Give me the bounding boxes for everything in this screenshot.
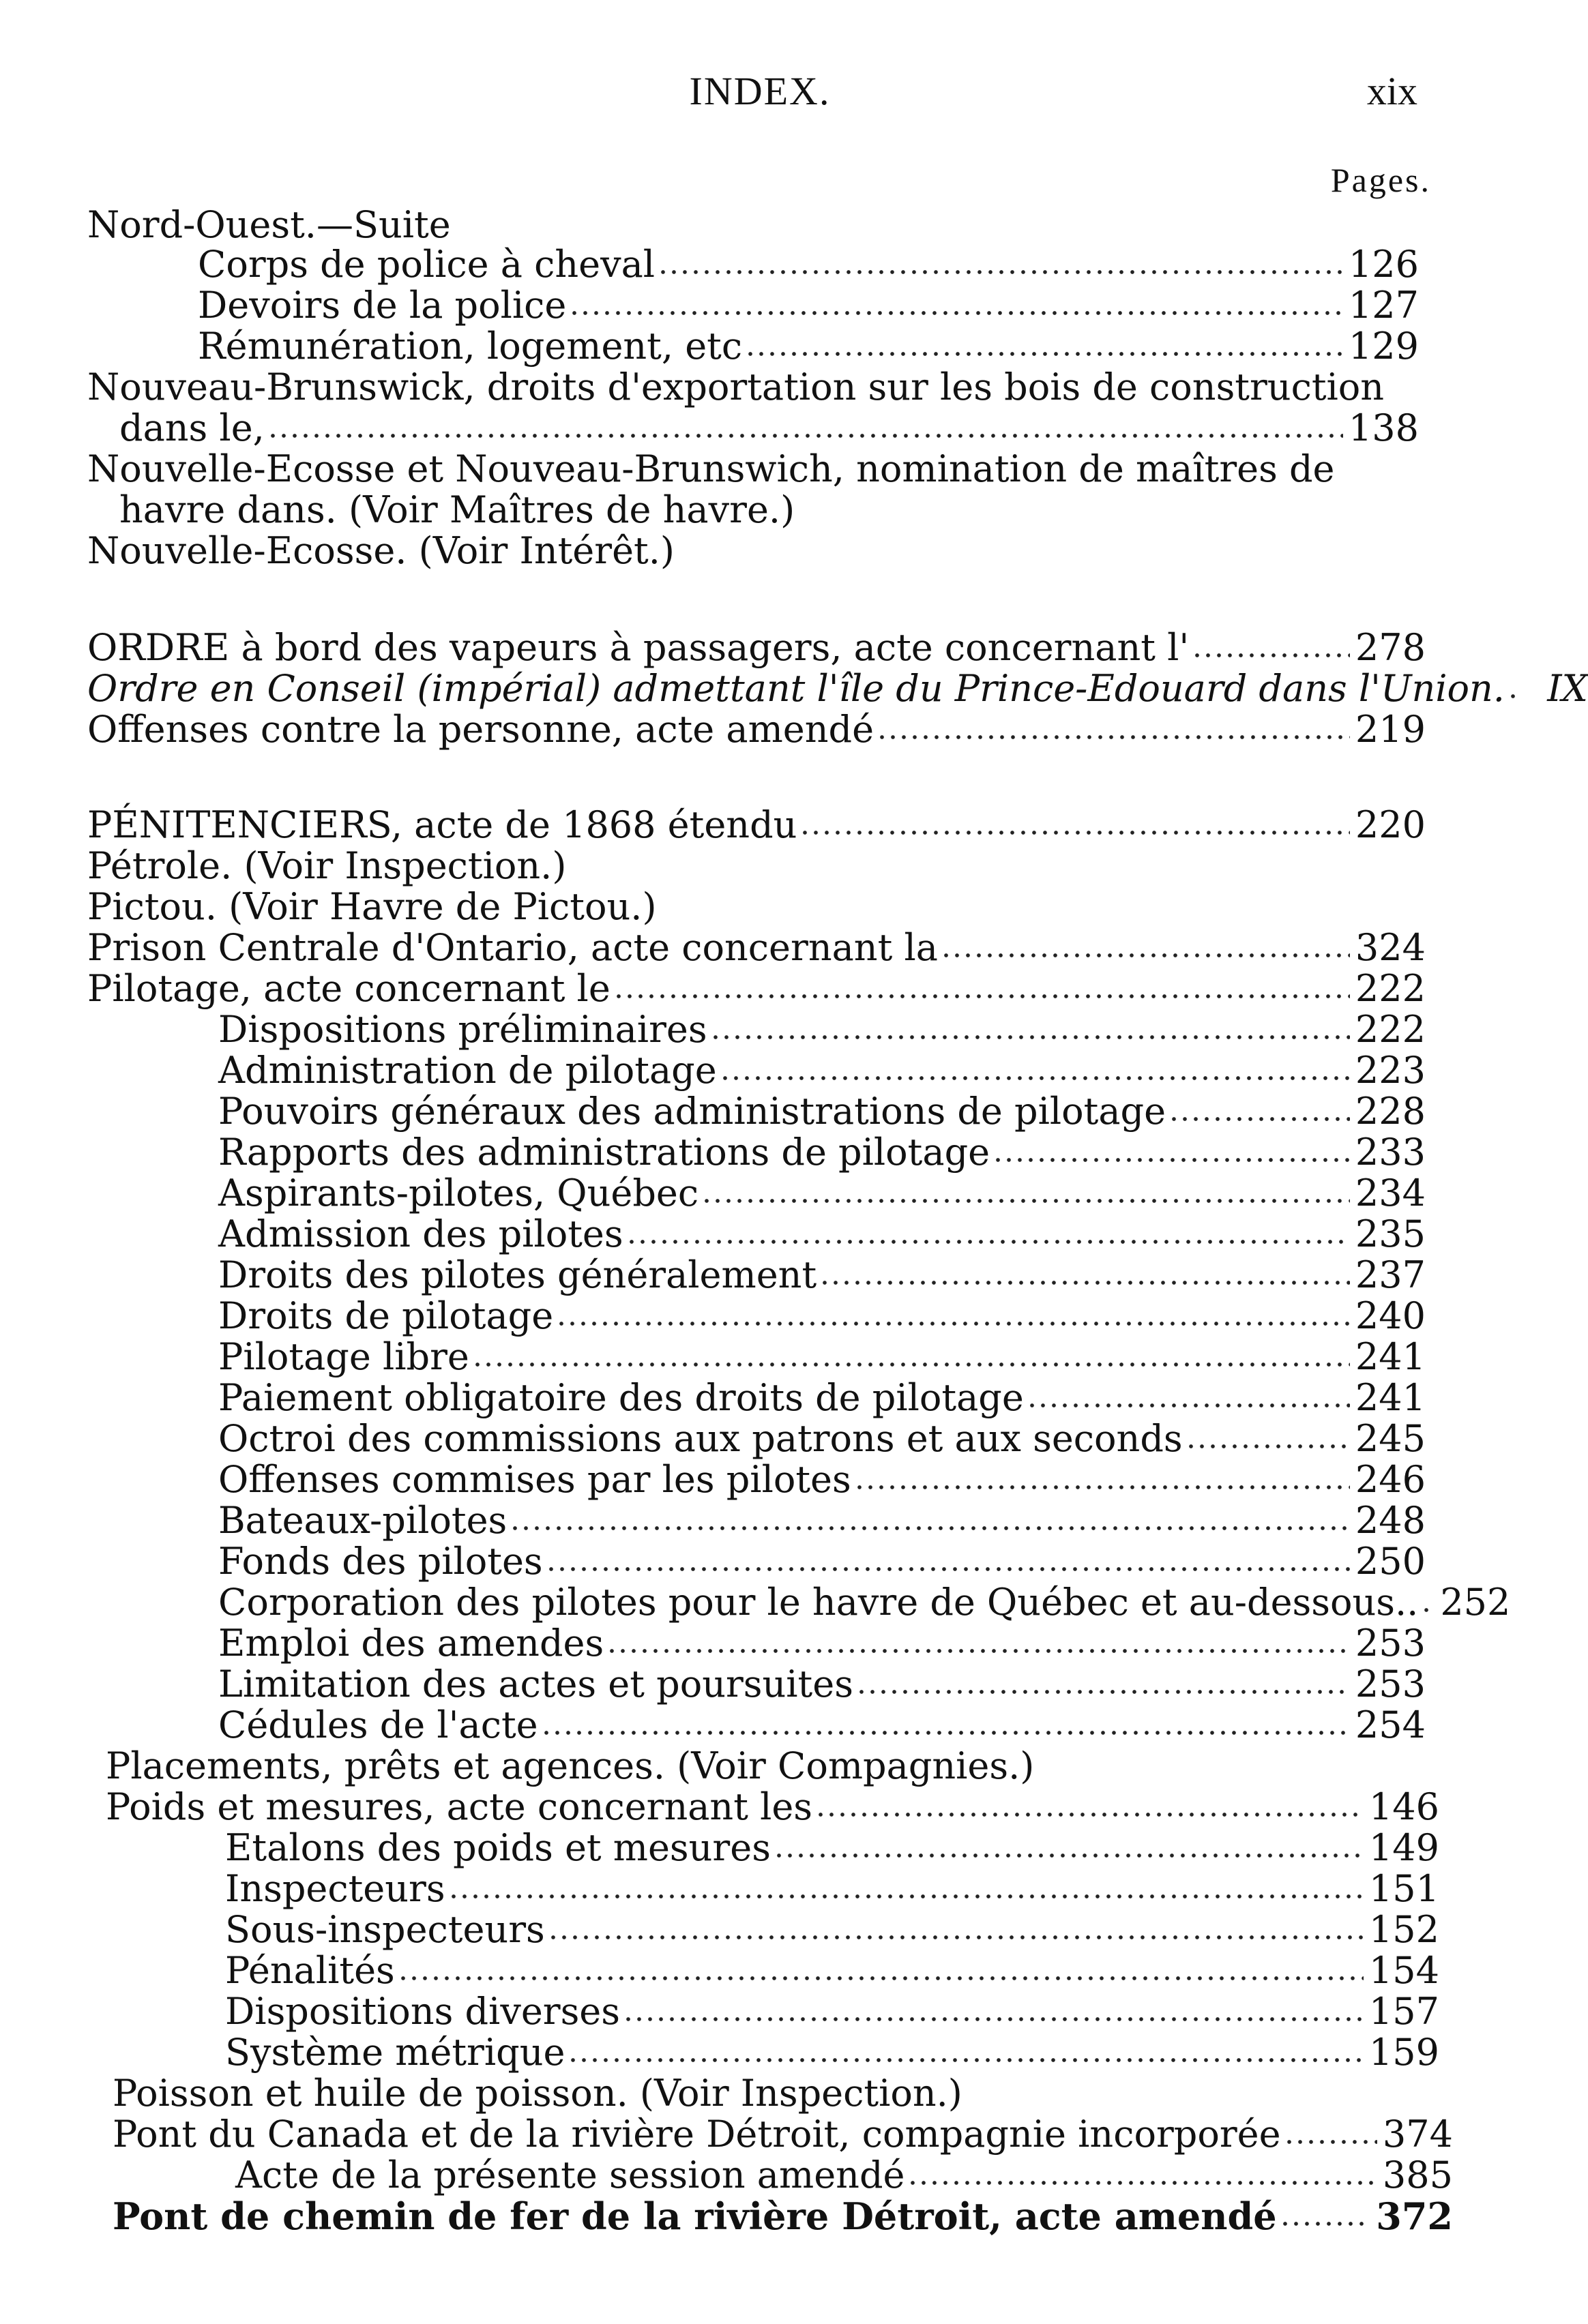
index-entry-text: Paiement obligatoire des droits de pilotage xyxy=(218,1376,1024,1419)
index-entry-text: Ordre en Conseil (impérial) admettant l'île du Prince-Edouard dans l'Union. xyxy=(87,667,1505,710)
index-entry-text: dans le, xyxy=(119,406,265,449)
index-entry-page: 219 xyxy=(1355,708,1426,751)
index-entry xyxy=(198,244,1419,285)
index-entry xyxy=(218,1337,1426,1377)
index-entry xyxy=(113,2114,1453,2155)
index-entry xyxy=(106,1787,1439,1828)
index-entry xyxy=(218,1418,1426,1459)
index-entry-page: 250 xyxy=(1355,1540,1426,1583)
index-entry-page: 254 xyxy=(1355,1703,1426,1746)
index-entry-page: 248 xyxy=(1355,1499,1426,1542)
dot-leader xyxy=(854,1484,1350,1491)
index-entry-text: Acte de la présente session amendé xyxy=(235,2154,905,2196)
dot-leader xyxy=(1421,1607,1435,1613)
dot-leader xyxy=(701,1197,1350,1204)
index-entry-page: 126 xyxy=(1348,243,1419,286)
dot-leader xyxy=(1168,1116,1350,1122)
index-entry-text: Système métrique xyxy=(225,2031,565,2074)
index-entry-page: 233 xyxy=(1355,1131,1426,1174)
index-entry xyxy=(218,1255,1426,1296)
index-entry-text: Rémunération, logement, etc xyxy=(198,325,743,368)
index-entry-page: 234 xyxy=(1355,1172,1426,1215)
index-entry xyxy=(119,490,1419,531)
index-entry xyxy=(87,805,1426,846)
index-entry-text: Nouvelle-Ecosse. (Voir Intérêt.) xyxy=(87,529,675,572)
index-entry-text: Octroi des commissions aux patrons et aux seconds xyxy=(218,1417,1183,1460)
index-entry-text: Devoirs de la police xyxy=(198,284,567,327)
index-entry-page: 127 xyxy=(1348,284,1419,327)
index-entry xyxy=(87,846,1426,887)
dot-leader xyxy=(1280,2220,1371,2227)
dot-leader xyxy=(815,1811,1364,1818)
index-entry-text: Droits des pilotes généralement xyxy=(218,1253,817,1296)
dot-leader xyxy=(819,1279,1350,1286)
index-entry-page: 252 xyxy=(1440,1581,1511,1624)
dot-leader xyxy=(546,1566,1350,1573)
index-entry-page: 129 xyxy=(1348,325,1419,368)
running-head: INDEX. xyxy=(689,69,831,113)
dot-leader xyxy=(992,1157,1350,1163)
dot-leader xyxy=(856,1688,1350,1695)
index-entry-page: 154 xyxy=(1368,1949,1439,1992)
index-entry-page: 237 xyxy=(1355,1253,1426,1296)
index-entry-text: Bateaux-pilotes xyxy=(218,1499,508,1542)
index-entry xyxy=(218,1091,1426,1132)
dot-leader xyxy=(623,2016,1364,2023)
index-entry-text: Nord-Ouest.—Suite xyxy=(87,203,451,246)
index-entry-text: Dispositions diverses xyxy=(225,1990,620,2033)
index-entry xyxy=(87,887,1426,927)
index-entry-text: Administration de pilotage xyxy=(218,1049,717,1092)
dot-leader xyxy=(569,310,1343,316)
index-entry-text: Limitation des actes et poursuites xyxy=(218,1663,853,1705)
index-entry-page: 159 xyxy=(1368,2031,1439,2074)
index-entry-text: havre dans. (Voir Maîtres de havre.) xyxy=(119,488,795,531)
dot-leader xyxy=(1284,2139,1377,2145)
index-entry-page: 149 xyxy=(1368,1826,1439,1869)
index-entry xyxy=(198,326,1419,367)
index-entry-page: IX xyxy=(1547,667,1588,710)
index-entry-page: 253 xyxy=(1355,1622,1426,1665)
dot-leader xyxy=(398,1975,1364,1982)
index-entry xyxy=(87,709,1426,750)
dot-leader xyxy=(541,1729,1350,1736)
dot-leader xyxy=(907,2179,1377,2186)
index-entry-text: Cédules de l'acte xyxy=(218,1703,538,1746)
index-entry xyxy=(218,1581,1511,1624)
index-entry-text: Placements, prêts et agences. (Voir Compagnies.) xyxy=(106,1744,1035,1787)
index-entry-page: 222 xyxy=(1355,967,1426,1010)
index-entry-page: 278 xyxy=(1355,626,1426,669)
index-entry xyxy=(225,2032,1439,2073)
index-entry xyxy=(225,1868,1439,1909)
index-entry xyxy=(225,1828,1439,1868)
dot-leader xyxy=(568,2057,1363,2064)
dot-leader xyxy=(613,993,1350,1000)
pages-column-label: Pages. xyxy=(1330,161,1431,199)
page-number: xix xyxy=(1366,69,1417,113)
index-entry-text: Pont du Canada et de la rivière Détroit, compagnie incorporée xyxy=(113,2113,1281,2156)
index-entry xyxy=(218,1377,1426,1418)
index-entry xyxy=(87,205,1419,245)
index-entry-text: Nouvelle-Ecosse et Nouveau-Brunswich, nomination de maîtres de xyxy=(87,447,1335,490)
index-entry xyxy=(87,449,1419,490)
dot-leader xyxy=(626,1238,1350,1245)
index-entry xyxy=(218,1500,1426,1541)
dot-leader xyxy=(267,432,1343,439)
index-entry xyxy=(119,408,1419,449)
index-entry-page: 220 xyxy=(1355,803,1426,846)
index-entry xyxy=(218,1459,1426,1500)
index-entry xyxy=(218,1541,1426,1582)
dot-leader xyxy=(548,1934,1364,1941)
dot-leader xyxy=(877,734,1350,741)
index-entry-text: Etalons des poids et mesures xyxy=(225,1826,771,1869)
dot-leader xyxy=(510,1525,1350,1532)
index-entry-text: Dispositions préliminaires xyxy=(218,1008,707,1051)
dot-leader xyxy=(472,1361,1350,1368)
dot-leader xyxy=(745,351,1343,357)
index-entry-page: 241 xyxy=(1355,1335,1426,1378)
dot-leader xyxy=(658,269,1343,275)
index-entry xyxy=(225,1991,1439,2032)
index-entry xyxy=(225,1950,1439,1991)
index-entry xyxy=(113,2196,1453,2237)
index-entry xyxy=(235,2155,1453,2196)
index-entry-page: 138 xyxy=(1348,406,1419,449)
dot-leader xyxy=(1027,1402,1350,1409)
index-entry-text: PÉNITENCIERS, acte de 1868 étendu xyxy=(87,803,797,846)
index-entry-page: 245 xyxy=(1355,1417,1426,1460)
index-entry xyxy=(218,1132,1426,1173)
index-entry-page: 253 xyxy=(1355,1663,1426,1705)
index-entry-page: 385 xyxy=(1382,2154,1453,2196)
dot-leader xyxy=(799,829,1349,836)
index-entry-text: Poisson et huile de poisson. (Voir Inspection.) xyxy=(113,2072,962,2115)
index-entry-text: Droits de pilotage xyxy=(218,1294,554,1337)
index-entry xyxy=(87,927,1426,968)
dot-leader xyxy=(606,1648,1350,1654)
index-entry-text: Admission des pilotes xyxy=(218,1212,623,1255)
index-entry-text: Aspirants-pilotes, Québec xyxy=(218,1172,699,1215)
index-entry xyxy=(218,1173,1426,1214)
index-entry-text: Poids et mesures, acte concernant les xyxy=(106,1785,813,1828)
index-entry xyxy=(218,1009,1426,1050)
index-entry xyxy=(225,1909,1439,1950)
index-entry xyxy=(87,367,1419,408)
index-entry-text: Corporation des pilotes pour le havre de Québec et au-dessous.. xyxy=(218,1581,1419,1624)
index-entry-text: Pictou. (Voir Havre de Pictou.) xyxy=(87,885,657,928)
dot-leader xyxy=(1192,652,1350,659)
index-entry xyxy=(218,1214,1426,1255)
index-entry-page: 228 xyxy=(1355,1090,1426,1133)
index-entry-page: 240 xyxy=(1355,1294,1426,1337)
index-entry-text: Inspecteurs xyxy=(225,1867,445,1910)
index-entry xyxy=(106,1746,1439,1787)
dot-leader xyxy=(774,1852,1364,1859)
index-entry xyxy=(87,531,1419,571)
index-entry-page: 157 xyxy=(1368,1990,1439,2033)
index-entry-page: 372 xyxy=(1376,2194,1453,2238)
index-entry-text: Fonds des pilotes xyxy=(218,1540,543,1583)
index-entry xyxy=(87,667,1588,710)
index-entry-text: Pilotage, acte concernant le xyxy=(87,967,611,1010)
index-entry-text: Emploi des amendes xyxy=(218,1622,604,1665)
index-entry xyxy=(218,1296,1426,1337)
index-entry-page: 146 xyxy=(1368,1785,1439,1828)
index-entry-page: 246 xyxy=(1355,1458,1426,1501)
index-entry-text: Rapports des administrations de pilotage xyxy=(218,1131,990,1174)
dot-leader xyxy=(1508,693,1521,700)
index-entry-text: Sous-inspecteurs xyxy=(225,1908,545,1951)
index-entry-text: Pénalités xyxy=(225,1949,395,1992)
index-entry-text: Corps de police à cheval xyxy=(198,243,656,286)
index-entry xyxy=(87,968,1426,1009)
dot-leader xyxy=(710,1034,1350,1041)
index-entry xyxy=(113,2073,1453,2114)
index-entry-text: Nouveau-Brunswick, droits d'exportation sur les bois de construction xyxy=(87,366,1385,408)
index-entry-page: 223 xyxy=(1355,1049,1426,1092)
index-entry-text: Offenses commises par les pilotes xyxy=(218,1458,851,1501)
index-entry-text: Pont de chemin de fer de la rivière Détroit, acte amendé xyxy=(113,2194,1277,2238)
dot-leader xyxy=(720,1075,1350,1082)
index-entry-page: 152 xyxy=(1368,1908,1439,1951)
index-entry xyxy=(198,285,1419,326)
dot-leader xyxy=(941,952,1350,959)
index-entry-text: Pétrole. (Voir Inspection.) xyxy=(87,844,567,887)
index-entry-page: 241 xyxy=(1355,1376,1426,1419)
dot-leader xyxy=(1186,1443,1350,1450)
index-entry-page: 324 xyxy=(1355,926,1426,969)
index-entry xyxy=(218,1050,1426,1091)
index-entry-page: 151 xyxy=(1368,1867,1439,1910)
dot-leader xyxy=(448,1893,1364,1900)
index-entry-page: 222 xyxy=(1355,1008,1426,1051)
index-entry-page: 235 xyxy=(1355,1212,1426,1255)
index-entry xyxy=(218,1705,1426,1746)
dot-leader xyxy=(556,1320,1350,1327)
index-entry-text: Pouvoirs généraux des administrations de pilotage xyxy=(218,1090,1166,1133)
index-entry-page: 374 xyxy=(1382,2113,1453,2156)
index-entry xyxy=(218,1623,1426,1664)
index-entry-text: Prison Centrale d'Ontario, acte concernant la xyxy=(87,926,938,969)
index-entry-text: ORDRE à bord des vapeurs à passagers, acte concernant l' xyxy=(87,626,1190,669)
index-entry-text: Pilotage libre xyxy=(218,1335,469,1378)
index-entry-text: Offenses contre la personne, acte amendé xyxy=(87,708,874,751)
index-entry xyxy=(218,1664,1426,1705)
index-entry xyxy=(87,627,1426,668)
